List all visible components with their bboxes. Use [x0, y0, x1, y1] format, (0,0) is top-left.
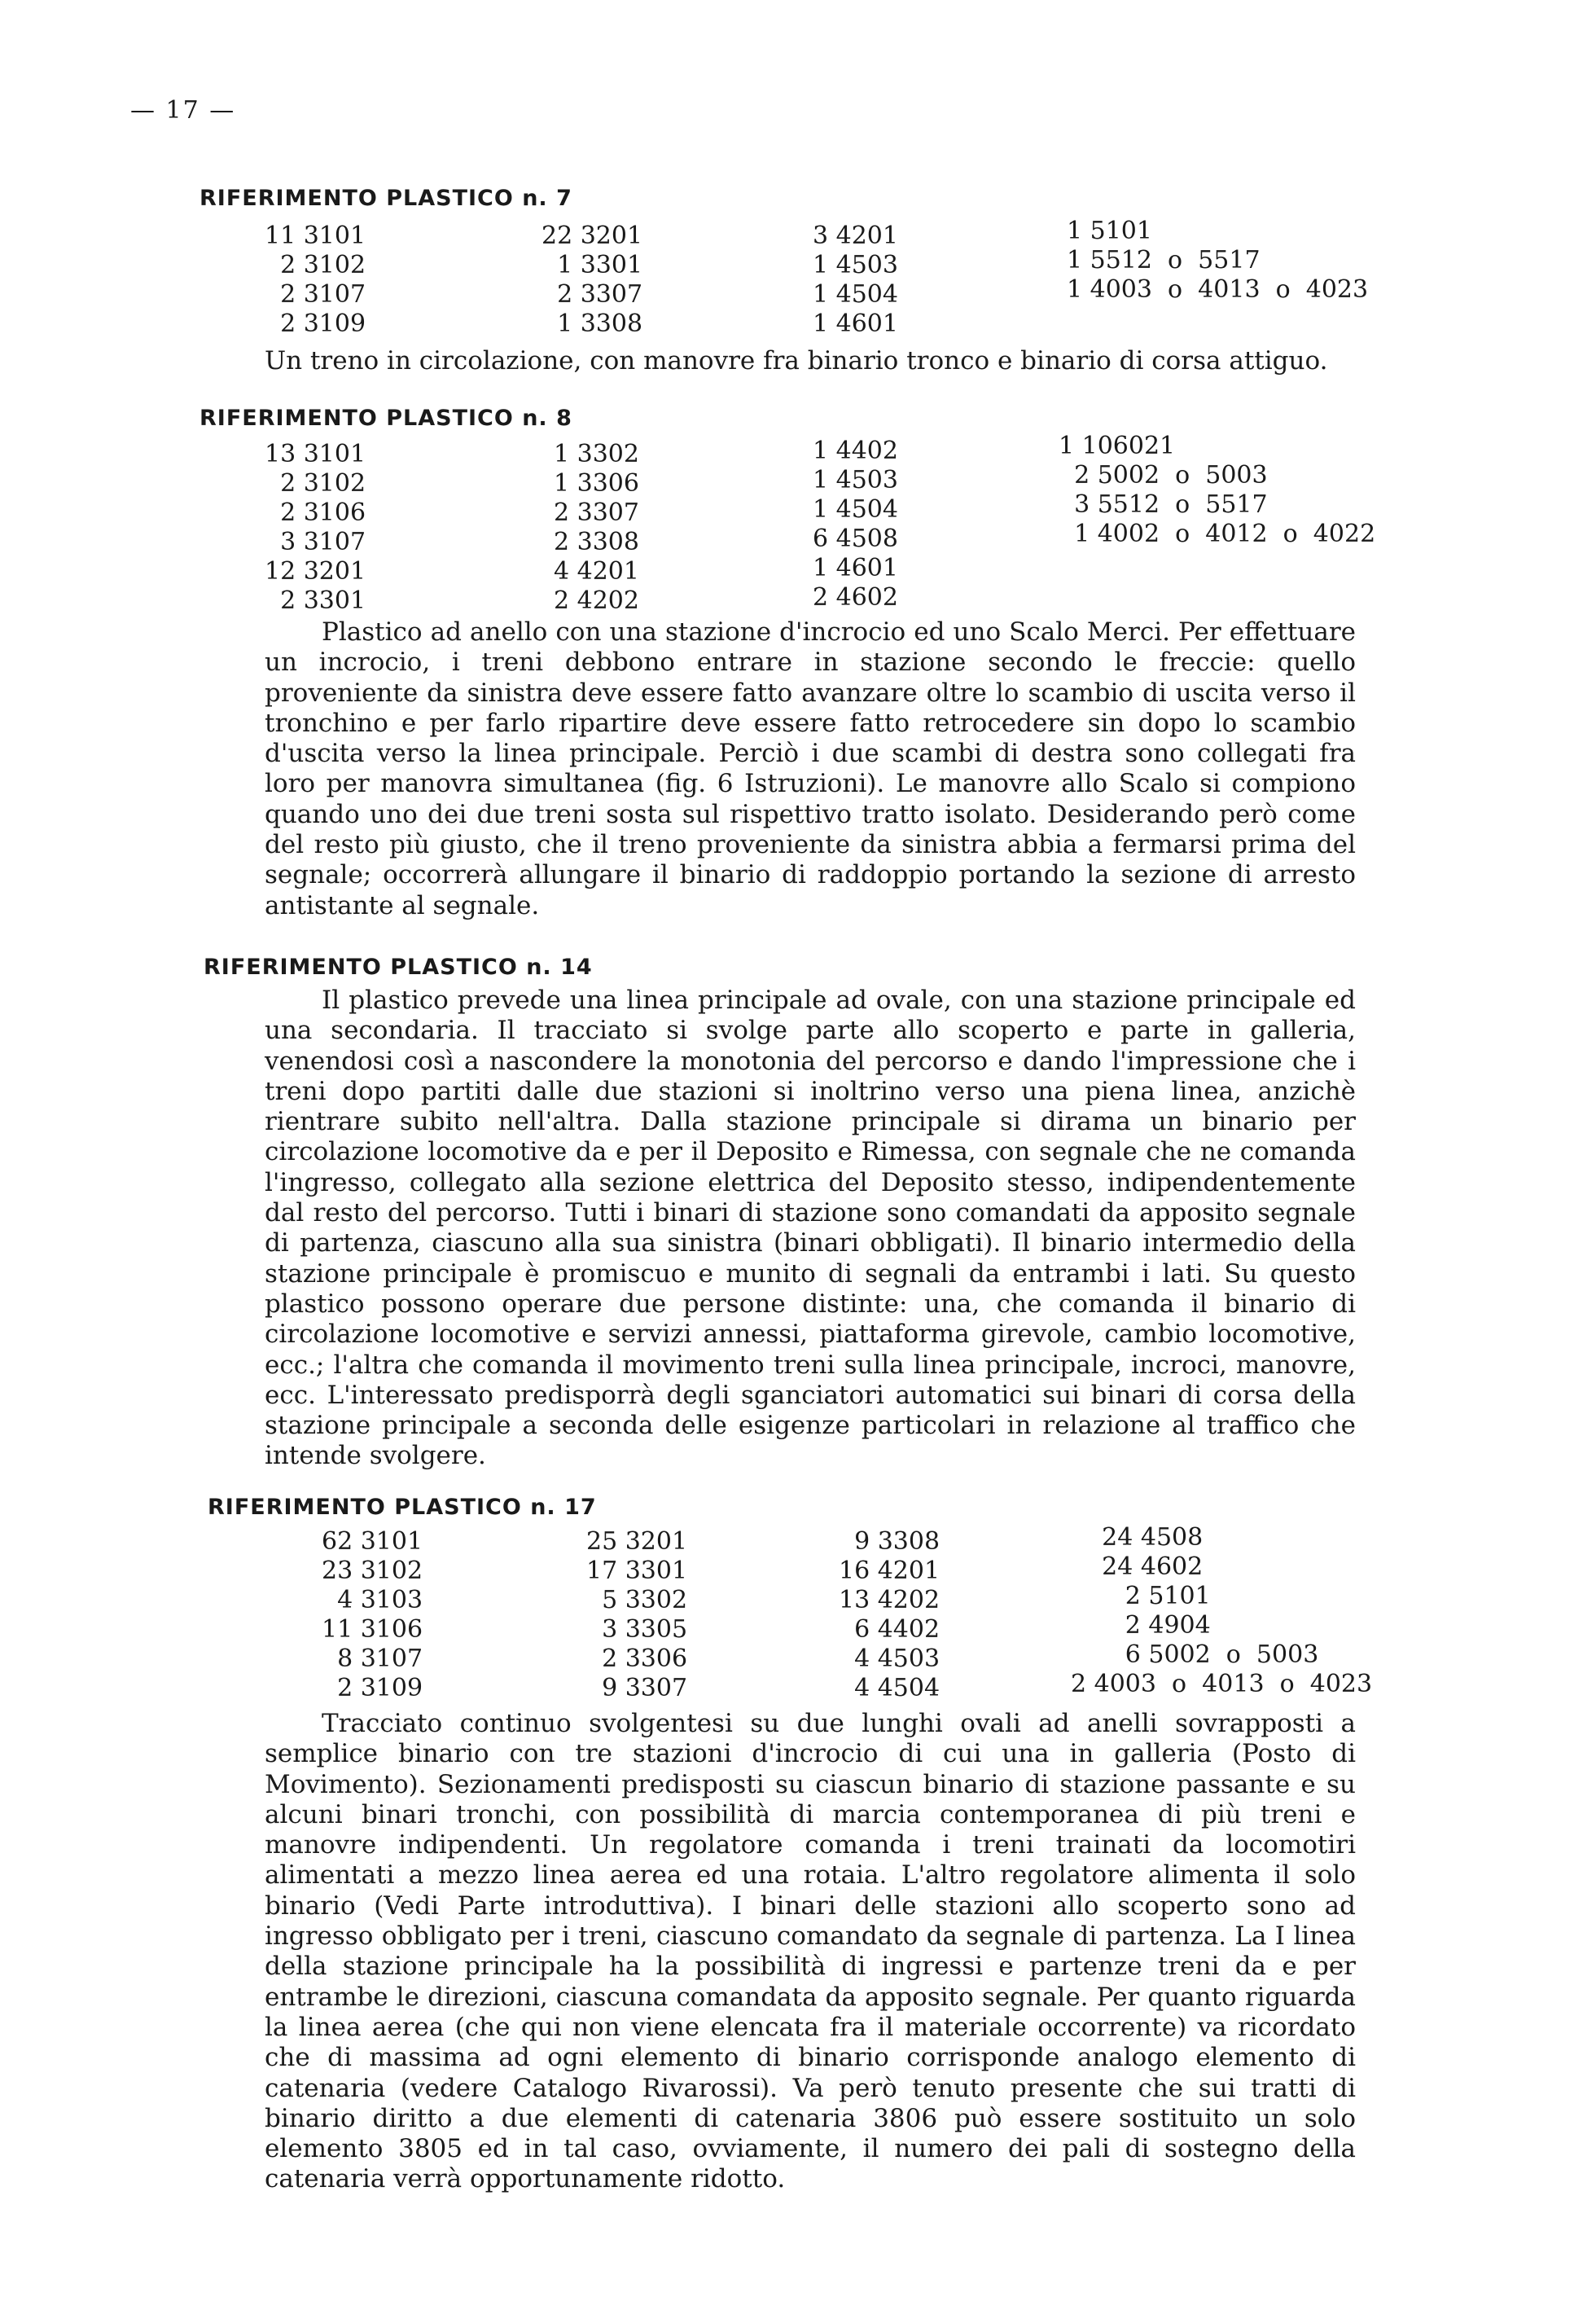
- section-heading: RIFERIMENTO PLASTICO n. 8: [200, 406, 572, 431]
- parts-column: 9 3308 16 4201 13 4202 6 4402 4 4503 4 4504: [839, 1527, 940, 1702]
- parts-column: 3 4201 1 4503 1 4504 1 4601: [813, 222, 898, 338]
- section-heading: RIFERIMENTO PLASTICO n. 14: [204, 955, 593, 980]
- parts-column: 11 3101 2 3102 2 3107 2 3109: [265, 222, 366, 338]
- parts-column: 24 4508 24 4602 2 5101 2 4904 6 5002 o 5003 2 4003 o 4013 o 4023: [1071, 1523, 1373, 1698]
- page-number: — 17 —: [130, 96, 236, 125]
- parts-column: 62 3101 23 3102 4 3103 11 3106 8 3107 2 3109: [322, 1527, 423, 1702]
- section-heading: RIFERIMENTO PLASTICO n. 7: [200, 186, 572, 211]
- section-text: Un treno in circolazione, con manovre fra binario tronco e binario di corsa attiguo.: [265, 346, 1328, 375]
- section-paragraph: Il plastico prevede una linea principale ad ovale, con una stazione principale ed una secondaria. Il tracciato si svolge parte allo scoperto e parte in galleria, venendosi così a nascondere la monotonia del percorso e dando l'impressione che i treni dopo partiti dalle due stazioni si inoltrino verso una piena linea, anzichè rientrare subito nell'altra. Dalla stazione principale si dirama un binario per circolazione locomotive da e per il Deposito e Rimessa, con segnale che ne comanda l'ingresso, collegato alla sezione elettrica del Deposito stesso, indipendentemente dal resto del percorso. Tutti i binari di stazione sono comandati da apposito segnale di partenza, ciascuno alla sua sinistra (binari obbligati). Il binario intermedio della stazione principale è promiscuo e munito di segnali da entrambi i lati. Su questo plastico possono operare due persone distinte: una, che comanda il binario di circolazione locomotive e servizi annessi, piattaforma girevole, cambio locomotive, ecc.; l'altra che comanda il movimento treni sulla linea principale, incroci, manovre, ecc. L'interessato predisporrà degli sganciatori automatici sui binari di corsa della stazione principale a seconda delle esigenze particolari in relazione al traffico che intende svolgere.: [265, 986, 1356, 1471]
- section-paragraph: Plastico ad anello con una stazione d'incrocio ed uno Scalo Merci. Per effettuare un incrocio, i treni debbono entrare in stazione secondo le freccie: quello proveniente da sinistra deve essere fatto avanzare oltre lo scambio di uscita verso il tronchino e per farlo ripartire deve essere fatto retrocedere sin dopo lo scambio d'uscita verso la linea principale. Perciò i due scambi di destra sono collegati fra loro per manovra simultanea (fig. 6 Istruzioni). Le manovre allo Scalo si compiono quando uno dei due treni sosta sul rispettivo tratto isolato. Desiderando però come del resto più giusto, che il treno proveniente da sinistra abbia a fermarsi prima del segnale; occorrerà allungare il binario di raddoppio portando la sezione di arresto antistante al segnale.: [265, 617, 1356, 920]
- parts-column: 22 3201 1 3301 2 3307 1 3308: [542, 222, 643, 338]
- parts-column: 25 3201 17 3301 5 3302 3 3305 2 3306 9 3307: [586, 1527, 688, 1702]
- parts-column: 1 3302 1 3306 2 3307 2 3308 4 4201 2 4202: [554, 440, 639, 615]
- section-heading: RIFERIMENTO PLASTICO n. 17: [208, 1495, 597, 1520]
- parts-column: 1 5101 1 5512 o 5517 1 4003 o 4013 o 4023: [1067, 217, 1369, 304]
- parts-column: 1 4402 1 4503 1 4504 6 4508 1 4601 2 4602: [813, 437, 898, 612]
- section-paragraph: Tracciato continuo svolgentesi su due lunghi ovali ad anelli sovrapposti a semplice binario con tre stazioni d'incrocio di cui una in galleria (Posto di Movimento). Sezionamenti predisposti su ciascun binario di stazione passante e su alcuni binari tronchi, con possibilità di marcia contemporanea di più treni e manovre indipendenti. Un regolatore comanda i treni trainati da locomotiri alimentati a mezzo linea aerea ed una rotaia. L'altro regolatore alimenta il solo binario (Vedi Parte introduttiva). I binari delle stazioni allo scoperto sono ad ingresso obbligato per i treni, ciascuno comandato da segnale di partenza. La I linea della stazione principale ha la possibilità di ingressi e partenze treni da e per entrambe le direzioni, ciascuna comandata da apposito segnale. Per quanto riguarda la linea aerea (che qui non viene elencata fra il materiale occorrente) va ricordato che di massima ad ogni elemento di binario corrisponde analogo elemento di catenaria (vedere Catalogo Rivarossi). Va però tenuto presente che sui tratti di binario diritto a due elementi di catenaria 3806 può essere sostituito un solo elemento 3805 ed in tal caso, ovviamente, il numero dei pali di sostegno della catenaria verrà opportunamente ridotto.: [265, 1709, 1356, 2194]
- parts-column: 13 3101 2 3102 2 3106 3 3107 12 3201 2 3301: [265, 440, 366, 615]
- parts-column: 1 106021 2 5002 o 5003 3 5512 o 5517 1 4002 o 4012 o 4022: [1059, 432, 1376, 548]
